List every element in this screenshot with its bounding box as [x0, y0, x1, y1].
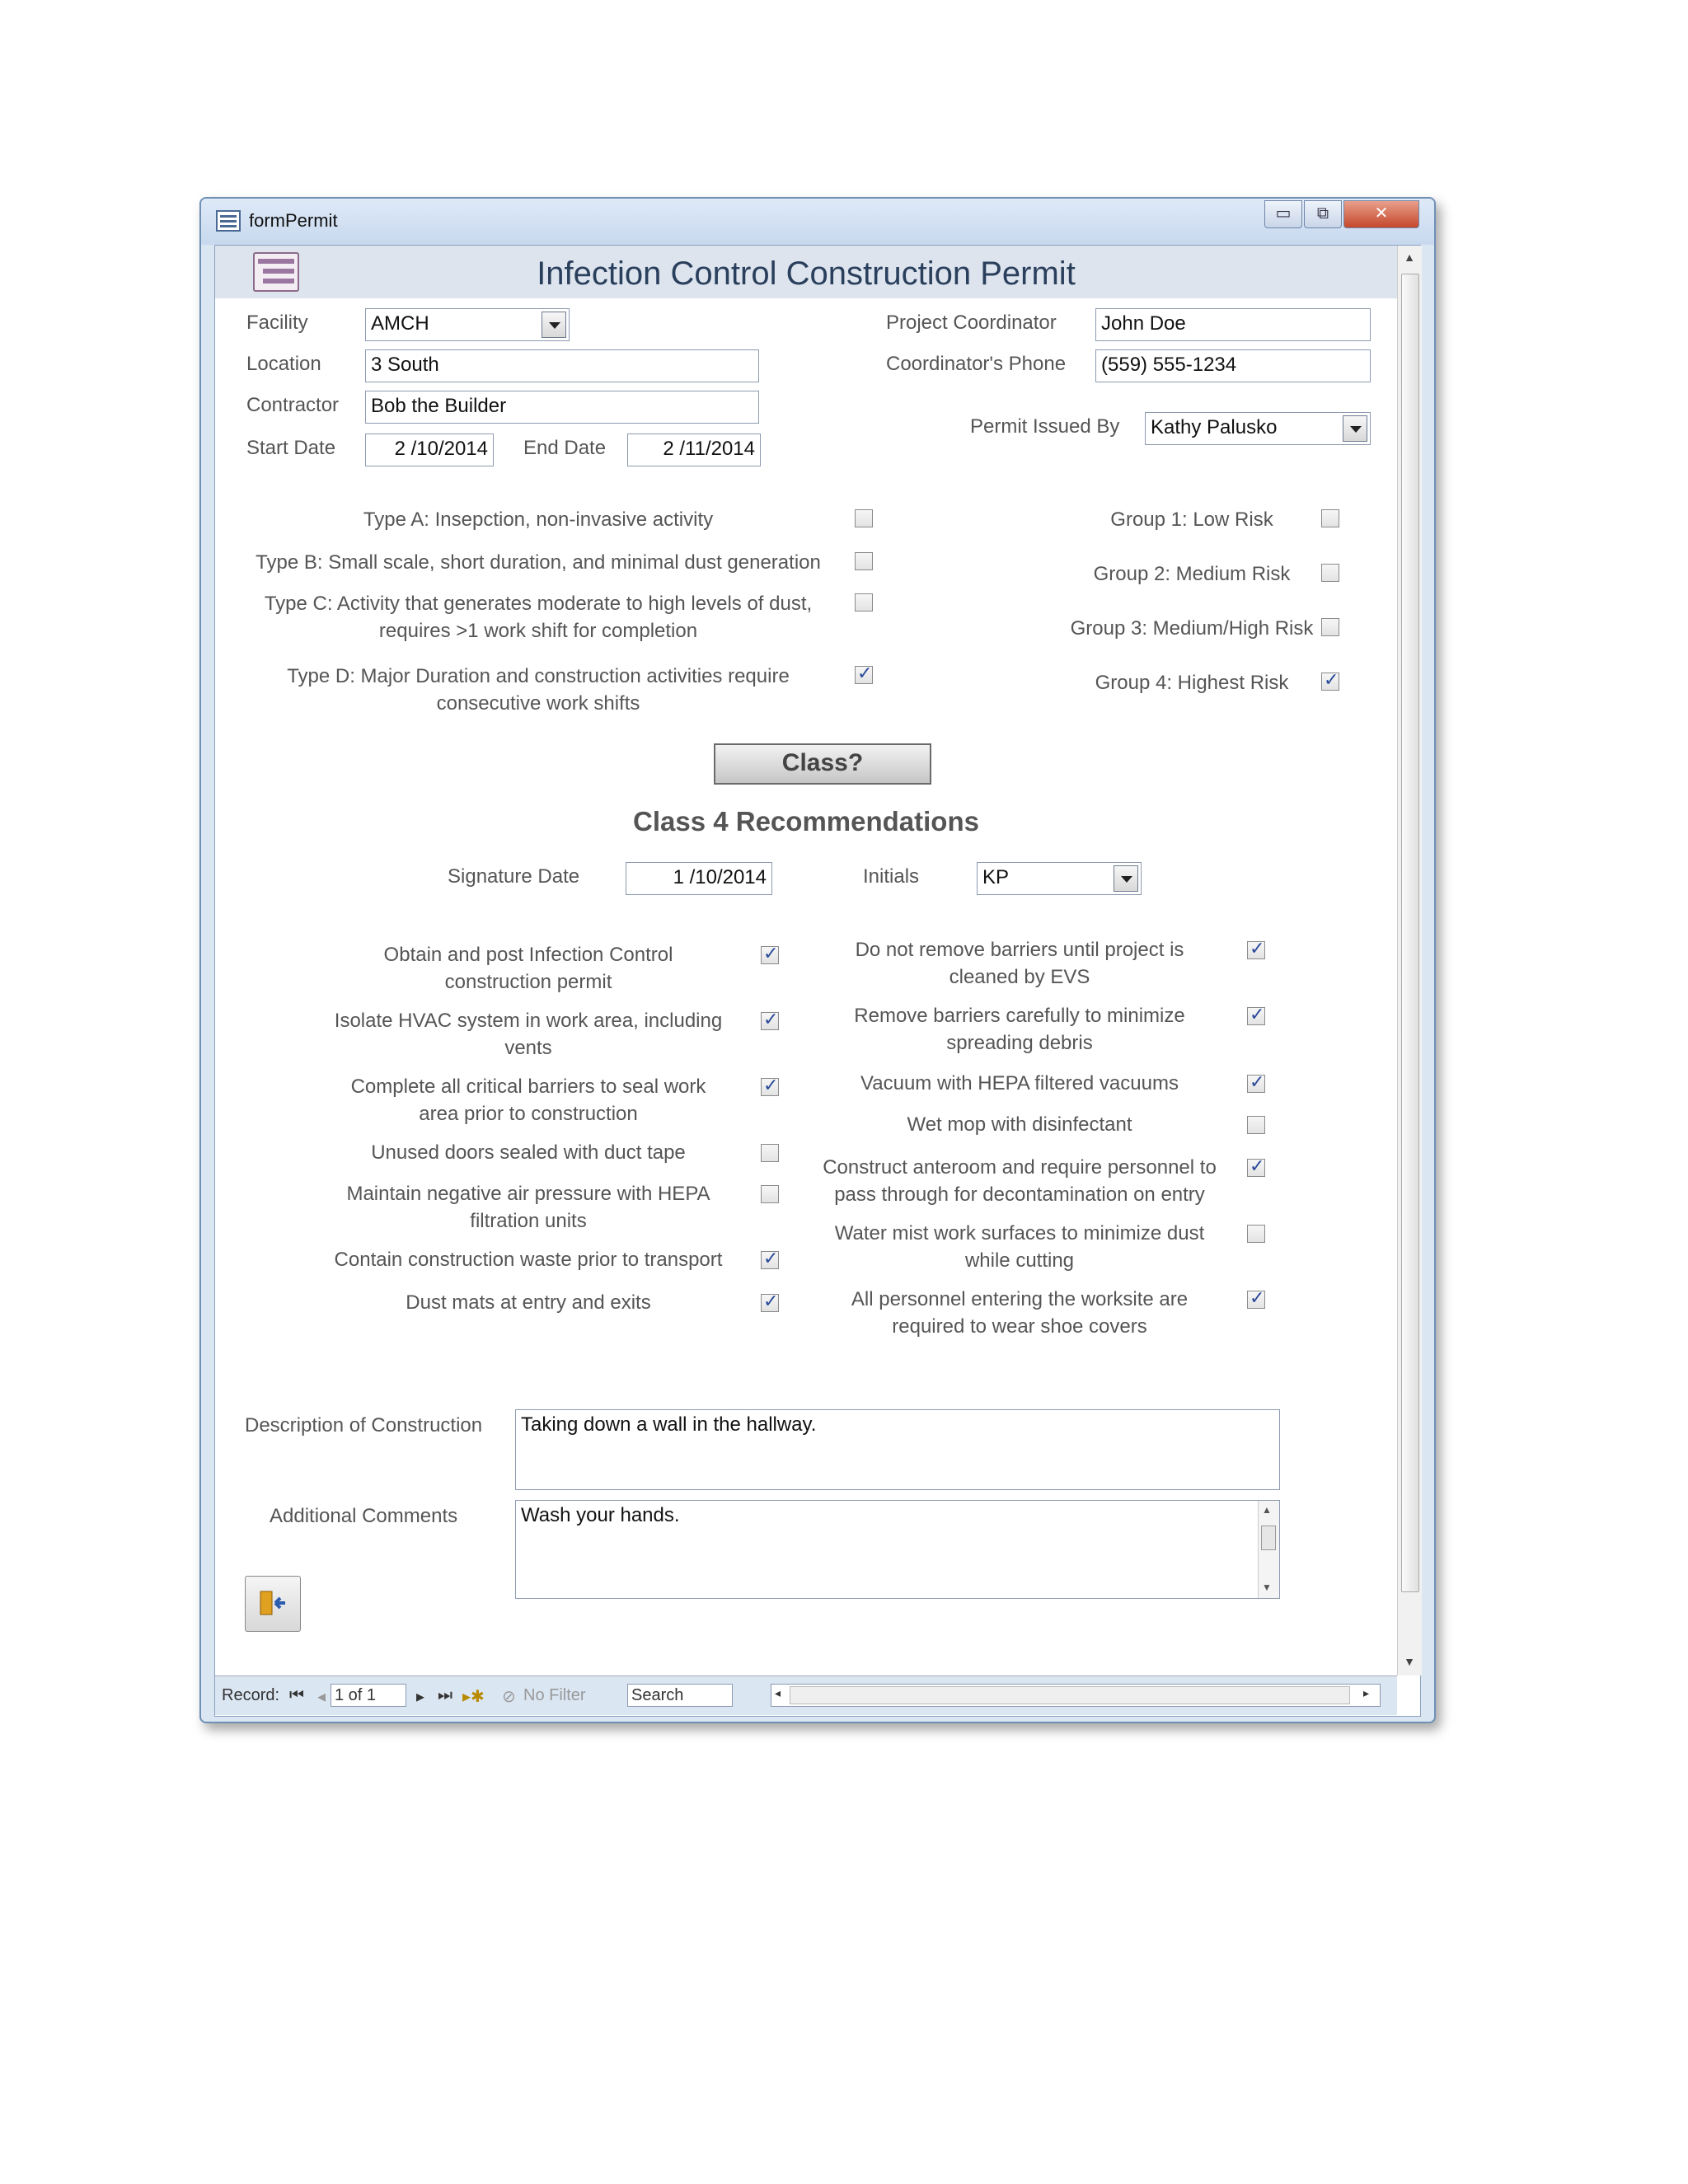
group-1-checkbox[interactable]	[1321, 509, 1339, 527]
facility-combo[interactable]	[365, 308, 570, 341]
contractor-label: Contractor	[246, 394, 340, 416]
rec-left-label-line2: area prior to construction	[419, 1103, 638, 1125]
rec-right-checkbox[interactable]	[1247, 1116, 1265, 1134]
rec-right-label-line2: while cutting	[964, 1249, 1075, 1272]
group-4-label: Group 4: Highest Risk	[1095, 672, 1289, 694]
chevron-down-icon[interactable]	[1114, 865, 1138, 892]
close-button[interactable]: ✕	[1343, 200, 1419, 228]
rec-left-label-line1: Contain construction waste prior to transport	[334, 1249, 723, 1271]
permit-issued-by-value: Kathy Palusko	[1151, 416, 1278, 438]
search-input[interactable]: Search	[627, 1684, 733, 1707]
no-filter-label[interactable]: No Filter	[523, 1686, 586, 1704]
group-2-label: Group 2: Medium Risk	[1093, 563, 1291, 585]
rec-left-label	[306, 1180, 751, 1235]
filter-icon[interactable]: ⊘	[502, 1688, 516, 1706]
recommendations-heading: Class 4 Recommendations	[633, 806, 979, 837]
rec-right-checkbox[interactable]	[1247, 1291, 1265, 1309]
class-button[interactable]: Class?	[714, 743, 931, 785]
group-1-label: Group 1: Low Risk	[1110, 509, 1273, 531]
type-c-checkbox[interactable]	[855, 593, 873, 612]
form-window	[199, 197, 1436, 1723]
scroll-thumb[interactable]	[1401, 274, 1419, 1592]
last-record-icon[interactable]: ⏭	[438, 1686, 452, 1704]
type-a-checkbox[interactable]	[855, 509, 873, 527]
rec-left-checkbox[interactable]	[761, 1294, 779, 1312]
rec-left-checkbox[interactable]	[761, 1185, 779, 1203]
rec-right-label-line2: spreading debris	[946, 1032, 1093, 1054]
group-3-checkbox[interactable]	[1321, 618, 1339, 636]
rec-right-checkbox[interactable]	[1247, 1075, 1265, 1093]
permit-issued-by-label: Permit Issued By	[970, 415, 1120, 438]
rec-right-checkbox[interactable]	[1247, 1225, 1265, 1243]
end-date-label: End Date	[523, 437, 607, 459]
rec-right-label-line1: Remove barriers carefully to minimize	[854, 1005, 1185, 1027]
comments-field[interactable]	[515, 1500, 1280, 1599]
rec-left-label	[306, 1139, 751, 1166]
group-4-checkbox[interactable]	[1321, 673, 1339, 691]
contractor-field[interactable]: Bob the Builder	[365, 391, 759, 424]
new-record-icon[interactable]: ▸✱	[462, 1688, 485, 1706]
facility-label: Facility	[246, 312, 308, 334]
group-2-checkbox[interactable]	[1321, 564, 1339, 582]
project-coordinator-label: Project Coordinator	[886, 312, 1057, 334]
rec-right-label	[795, 936, 1244, 991]
previous-record-icon[interactable]: ◂	[317, 1688, 326, 1706]
form-title: Infection Control Construction Permit	[537, 255, 1076, 292]
exit-button[interactable]	[245, 1576, 301, 1632]
rec-right-label	[795, 1002, 1244, 1057]
comments-scrollbar[interactable]: ▲ ▼	[1258, 1501, 1279, 1598]
next-record-icon[interactable]: ▸	[416, 1688, 425, 1706]
type-c-label-line1: Type C: Activity that generates moderate to high levels of dust,	[264, 593, 813, 615]
rec-left-label-line2: construction permit	[444, 971, 612, 993]
scroll-left-icon[interactable]: ◂	[775, 1686, 781, 1699]
title-bar[interactable]	[201, 199, 1434, 245]
type-d-label-line1: Type D: Major Duration and construction activities require	[287, 665, 790, 687]
permit-issued-by-combo[interactable]	[1145, 412, 1371, 445]
type-a-label: Type A: Insepction, non-invasive activity	[363, 509, 714, 531]
rec-left-label-line1: Obtain and post Infection Control	[383, 944, 673, 966]
location-label: Location	[246, 353, 321, 375]
rec-left-checkbox[interactable]	[761, 1078, 779, 1096]
rec-right-label-line1: Water mist work surfaces to minimize dust	[834, 1222, 1205, 1244]
comments-value: Wash your hands.	[521, 1504, 680, 1526]
rec-left-label	[306, 1289, 751, 1316]
scroll-right-icon[interactable]: ▸	[1363, 1686, 1370, 1699]
rec-right-label	[795, 1070, 1244, 1097]
record-number-field[interactable]: 1 of 1	[331, 1684, 406, 1707]
form-client-area	[214, 245, 1421, 1717]
rec-right-checkbox[interactable]	[1247, 941, 1265, 959]
rec-left-label-line1: Unused doors sealed with duct tape	[371, 1141, 686, 1164]
rec-right-label-line2: pass through for decontamination on entry	[834, 1183, 1205, 1206]
type-b-label: Type B: Small scale, short duration, and minimal dust generation	[256, 551, 821, 574]
rec-left-label-line1: Dust mats at entry and exits	[406, 1291, 651, 1314]
type-c-label	[232, 590, 845, 644]
chevron-down-icon[interactable]	[542, 312, 566, 338]
vertical-scrollbar[interactable]	[1397, 246, 1422, 1675]
signature-date-label: Signature Date	[448, 865, 580, 888]
start-date-label: Start Date	[246, 437, 336, 459]
rec-right-label	[795, 1111, 1244, 1138]
rec-right-label-line1: Wet mop with disinfectant	[907, 1113, 1132, 1136]
form-header	[215, 246, 1397, 298]
scroll-up-icon[interactable]: ▲	[1404, 251, 1415, 264]
rec-right-label-line1: Vacuum with HEPA filtered vacuums	[860, 1072, 1179, 1094]
first-record-icon[interactable]: ⏮	[289, 1686, 304, 1704]
start-date-field[interactable]: 2 /10/2014	[365, 434, 494, 466]
rec-right-checkbox[interactable]	[1247, 1159, 1265, 1177]
rec-left-label-line1: Complete all critical barriers to seal work	[350, 1076, 706, 1098]
type-b-checkbox[interactable]	[855, 552, 873, 570]
record-label: Record:	[222, 1686, 280, 1704]
description-field[interactable]: Taking down a wall in the hallway.	[515, 1409, 1280, 1490]
rec-left-checkbox[interactable]	[761, 1012, 779, 1030]
rec-left-label	[306, 941, 751, 996]
rec-left-label-line1: Maintain negative air pressure with HEPA	[346, 1183, 710, 1205]
group-3-label: Group 3: Medium/High Risk	[1070, 617, 1314, 640]
rec-right-label	[795, 1154, 1244, 1208]
project-coordinator-field[interactable]: John Doe	[1095, 308, 1371, 341]
rec-right-label	[795, 1286, 1244, 1340]
record-navigation-bar	[215, 1675, 1397, 1715]
coordinator-phone-field[interactable]: (559) 555-1234	[1095, 349, 1371, 382]
rec-right-label-line1: Construct anteroom and require personnel to	[823, 1156, 1217, 1179]
type-d-checkbox[interactable]	[855, 666, 873, 684]
end-date-field[interactable]: 2 /11/2014	[627, 434, 761, 466]
minimize-button[interactable]: ▭	[1264, 200, 1302, 228]
chevron-down-icon[interactable]	[1343, 415, 1367, 442]
scroll-thumb[interactable]	[790, 1686, 1350, 1704]
type-c-label-line2: requires >1 work shift for completion	[378, 620, 698, 642]
initials-label: Initials	[863, 865, 920, 888]
initials-value: KP	[982, 866, 1010, 888]
comments-label: Additional Comments	[270, 1505, 458, 1527]
description-label: Description of Construction	[245, 1414, 483, 1436]
rec-right-label-line1: All personnel entering the worksite are	[851, 1288, 1189, 1310]
coordinator-phone-label: Coordinator's Phone	[886, 353, 1067, 375]
form-icon	[216, 210, 241, 232]
rec-left-label-line1: Isolate HVAC system in work area, including	[334, 1010, 723, 1032]
rec-left-label	[306, 1246, 751, 1273]
facility-value: AMCH	[371, 312, 429, 335]
horizontal-scrollbar[interactable]	[771, 1684, 1381, 1707]
type-d-label	[232, 663, 845, 717]
signature-date-field[interactable]: 1 /10/2014	[626, 862, 772, 895]
window-title: formPermit	[249, 210, 338, 231]
rec-left-checkbox[interactable]	[761, 1144, 779, 1162]
rec-left-label	[306, 1007, 751, 1062]
restore-button[interactable]: ⧉	[1304, 200, 1342, 228]
scroll-down-icon[interactable]: ▼	[1404, 1655, 1415, 1668]
rec-right-label-line1: Do not remove barriers until project is	[855, 939, 1184, 961]
rec-right-label	[795, 1220, 1244, 1274]
initials-combo[interactable]	[977, 862, 1142, 895]
type-d-label-line2: consecutive work shifts	[436, 692, 640, 715]
rec-left-label	[306, 1073, 751, 1127]
rec-right-label-line2: cleaned by EVS	[949, 966, 1090, 988]
rec-right-label-line2: required to wear shoe covers	[892, 1315, 1147, 1338]
rec-right-checkbox[interactable]	[1247, 1007, 1265, 1025]
rec-left-label-line2: vents	[504, 1037, 552, 1059]
rec-left-checkbox[interactable]	[761, 946, 779, 964]
rec-left-checkbox[interactable]	[761, 1251, 779, 1269]
exit-door-icon	[246, 1577, 300, 1631]
location-field[interactable]: 3 South	[365, 349, 759, 382]
rec-left-label-line2: filtration units	[470, 1210, 587, 1232]
